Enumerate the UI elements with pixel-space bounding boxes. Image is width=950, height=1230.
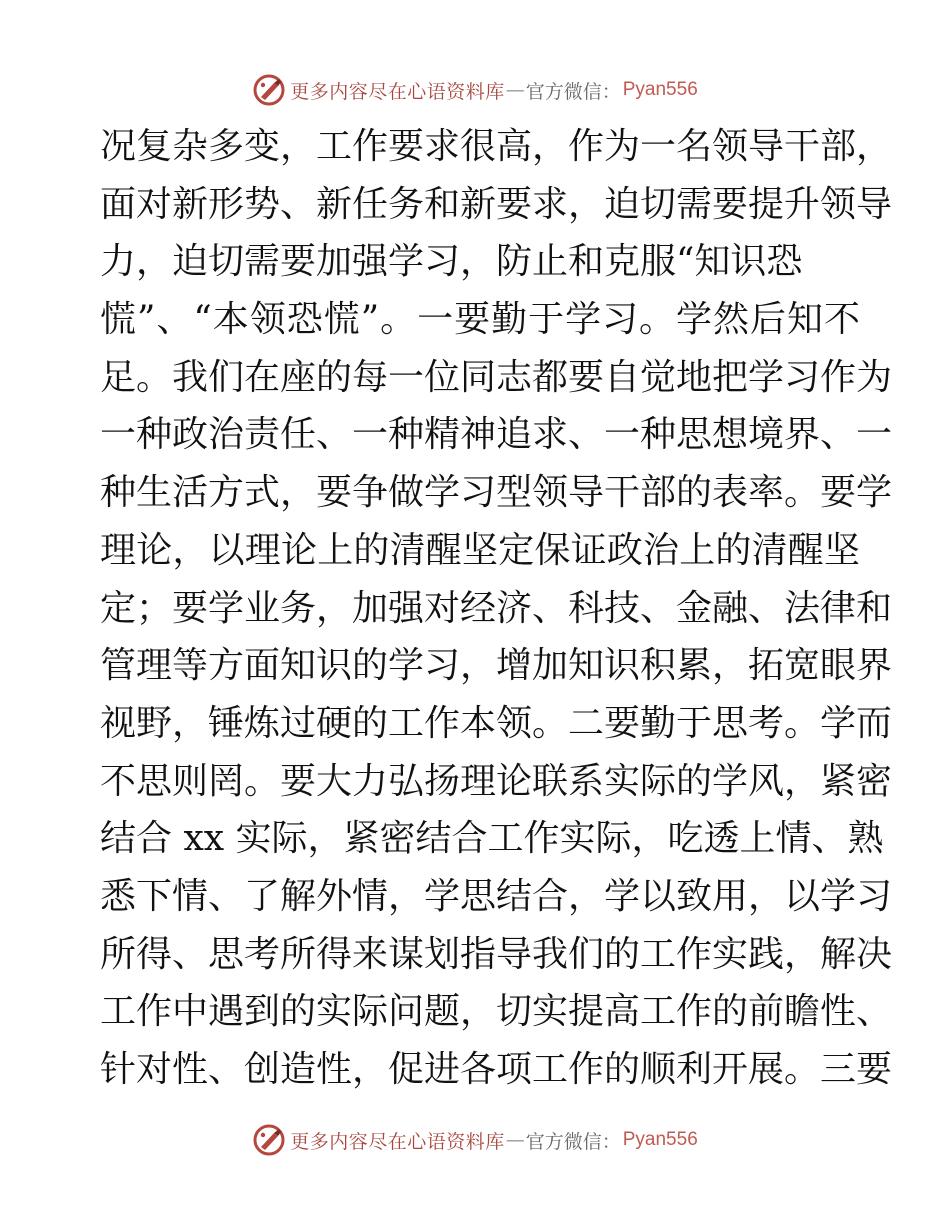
body-line: 不思则罔。要大力弘扬理论联系实际的学风，紧密: [100, 760, 893, 802]
body-line: 足。我们在座的每一位同志都要自觉地把学习作为: [100, 356, 893, 398]
body-line: 力，迫切需要加强学习，防止和克服“知识恐: [100, 241, 803, 283]
body-line: 况复杂多变，工作要求很高，作为一名领导干部，: [100, 126, 893, 167]
body-line: 一种政治责任、一种精神追求、一种思想境界、一: [100, 414, 893, 456]
header-wechat-id: Pyan556: [622, 79, 698, 100]
body-line: 面对新形势、新任务和新要求，迫切需要提升领导: [100, 183, 893, 225]
footer-watermark: [0, 1118, 950, 1162]
body-line: 视野，锤炼过硬的工作本领。二要勤于思考。学而: [100, 702, 893, 744]
header-brand-text: 更多内容尽在心语资料库: [290, 80, 505, 103]
header-watermark: [0, 68, 950, 112]
brand-logo-icon: [252, 73, 286, 107]
body-line: 理论，以理论上的清醒坚定保证政治上的清醒坚: [100, 529, 860, 571]
body-line: 定；要学业务，加强对经济、科技、金融、法律和: [100, 587, 893, 629]
body-line: 所得、思考所得来谋划指导我们的工作实践，解决: [100, 933, 893, 975]
body-line: 工作中遇到的实际问题，切实提高工作的前瞻性、: [100, 991, 893, 1033]
body-line: 悉下情、了解外情，学思结合，学以致用，以学习: [100, 875, 893, 917]
body-line: 种生活方式，要争做学习型领导干部的表率。要学: [100, 472, 893, 514]
footer-dash: —: [505, 1129, 525, 1151]
footer-official-label: 官方微信：: [525, 1130, 621, 1153]
body-line: 慌”、“本领恐慌”。一要勤于学习。学然后知不: [100, 299, 860, 341]
body-line: 结合 xx 实际，紧密结合工作实际，吃透上情、熟: [100, 818, 884, 860]
header-dash: —: [505, 79, 525, 101]
body-line: 针对性、创造性，促进各项工作的顺利开展。三要: [100, 1049, 893, 1090]
body-line: 管理等方面知识的学习，增加知识积累，拓宽眼界: [100, 645, 893, 687]
document-body: [100, 118, 893, 1099]
footer-wechat-id: Pyan556: [622, 1129, 698, 1150]
brand-logo-icon: [252, 1123, 286, 1157]
footer-brand-text: 更多内容尽在心语资料库: [290, 1130, 505, 1153]
header-official-label: 官方微信：: [525, 80, 621, 103]
